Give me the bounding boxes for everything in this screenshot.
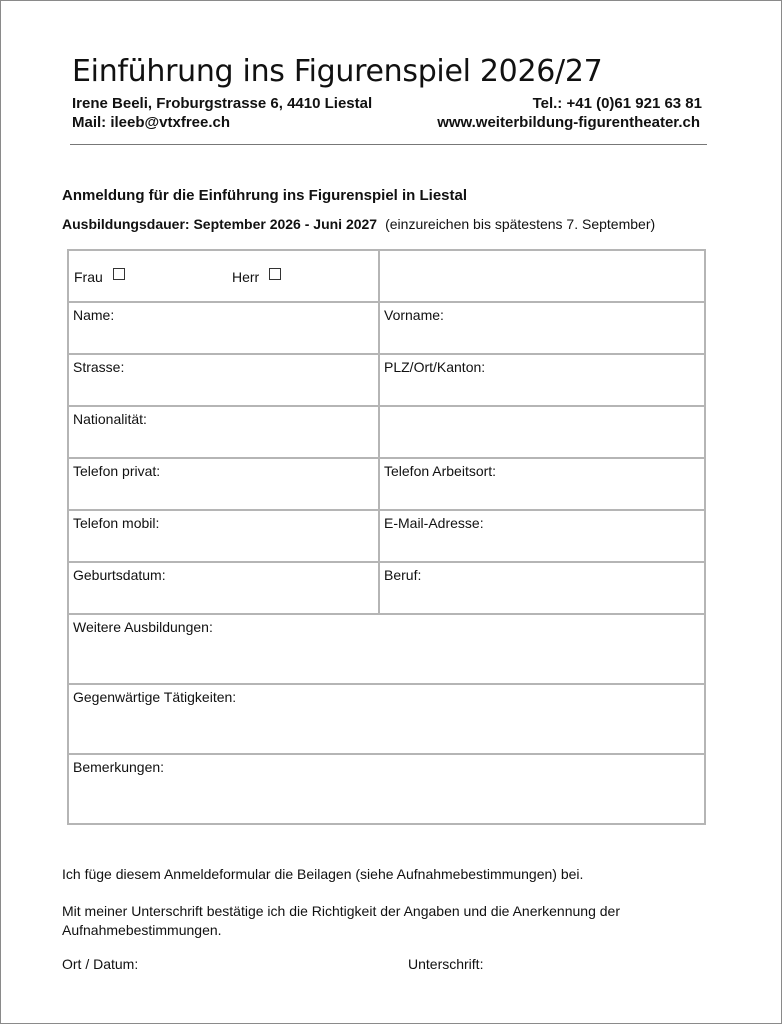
header-divider bbox=[70, 144, 707, 145]
table-row bbox=[68, 458, 705, 510]
telefon-privat-label: Telefon privat: bbox=[73, 463, 161, 479]
bemerkungen-field[interactable] bbox=[68, 754, 705, 824]
name-label: Name: bbox=[73, 307, 115, 323]
gender-option-herr[interactable] bbox=[232, 269, 281, 285]
nationalitaet-field[interactable] bbox=[68, 406, 379, 458]
weitere-ausbildungen-field[interactable] bbox=[68, 614, 705, 684]
table-row bbox=[68, 754, 705, 824]
strasse-label: Strasse: bbox=[73, 359, 125, 375]
name-field[interactable] bbox=[68, 302, 379, 354]
telefon-arbeitsort-label: Telefon Arbeitsort: bbox=[384, 463, 497, 479]
duration-line bbox=[62, 216, 655, 232]
geburtsdatum-field[interactable] bbox=[68, 562, 379, 614]
empty-cell bbox=[379, 406, 705, 458]
gender-cell bbox=[68, 250, 379, 302]
nationalitaet-label: Nationalität: bbox=[73, 411, 147, 427]
duration-label: Ausbildungsdauer: September 2026 - Juni 2027 bbox=[62, 216, 378, 232]
taetigkeiten-label: Gegenwärtige Tätigkeiten: bbox=[73, 689, 237, 705]
herr-label: Herr bbox=[232, 269, 260, 285]
email-label: E-Mail-Adresse: bbox=[384, 515, 484, 531]
vorname-field[interactable] bbox=[379, 302, 705, 354]
table-row bbox=[68, 354, 705, 406]
empty-cell bbox=[379, 250, 705, 302]
table-row bbox=[68, 302, 705, 354]
bemerkungen-label: Bemerkungen: bbox=[73, 759, 165, 775]
form-heading: Anmeldung für die Einführung ins Figurenspiel in Liestal bbox=[62, 187, 468, 204]
email-field[interactable] bbox=[379, 510, 705, 562]
geburtsdatum-label: Geburtsdatum: bbox=[73, 567, 166, 583]
ort-datum-label: Ort / Datum: bbox=[62, 956, 139, 972]
taetigkeiten-field[interactable] bbox=[68, 684, 705, 754]
telefon-mobil-field[interactable] bbox=[68, 510, 379, 562]
vorname-label: Vorname: bbox=[384, 307, 444, 323]
deadline-note: (einzureichen bis spätestens 7. September) bbox=[385, 216, 656, 232]
confirmation-line-2: Aufnahmebestimmungen. bbox=[62, 922, 222, 938]
telefon-mobil-label: Telefon mobil: bbox=[73, 515, 160, 531]
beruf-label: Beruf: bbox=[384, 567, 422, 583]
weitere-ausbildungen-label: Weitere Ausbildungen: bbox=[73, 619, 213, 635]
beilagen-statement: Ich füge diesem Anmeldeformular die Beilagen (siehe Aufnahmebestimmungen) bei. bbox=[62, 866, 584, 882]
confirmation-statement bbox=[62, 902, 620, 940]
confirmation-line-1: Mit meiner Unterschrift bestätige ich die Richtigkeit der Angaben und die Anerkennung der bbox=[62, 903, 620, 919]
table-row bbox=[68, 562, 705, 614]
contact-website: www.weiterbildung-figurentheater.ch bbox=[437, 114, 700, 131]
registration-form-table bbox=[67, 249, 706, 825]
telefon-arbeitsort-field[interactable] bbox=[379, 458, 705, 510]
table-row bbox=[68, 510, 705, 562]
gender-option-frau[interactable] bbox=[74, 269, 125, 285]
table-row bbox=[68, 614, 705, 684]
gender-row bbox=[68, 250, 705, 302]
unterschrift-label: Unterschrift: bbox=[408, 956, 484, 972]
beruf-field[interactable] bbox=[379, 562, 705, 614]
plz-ort-kanton-label: PLZ/Ort/Kanton: bbox=[384, 359, 486, 375]
document-title: Einführung ins Figurenspiel 2026/27 bbox=[72, 54, 603, 89]
frau-label: Frau bbox=[74, 269, 103, 285]
strasse-field[interactable] bbox=[68, 354, 379, 406]
frau-checkbox[interactable] bbox=[113, 268, 125, 280]
contact-mail: Mail: ileeb@vtxfree.ch bbox=[72, 114, 231, 131]
telefon-privat-field[interactable] bbox=[68, 458, 379, 510]
table-row bbox=[68, 684, 705, 754]
herr-checkbox[interactable] bbox=[269, 268, 281, 280]
table-row bbox=[68, 406, 705, 458]
contact-phone: Tel.: +41 (0)61 921 63 81 bbox=[532, 95, 702, 112]
contact-address: Irene Beeli, Froburgstrasse 6, 4410 Liestal bbox=[72, 95, 373, 112]
plz-ort-kanton-field[interactable] bbox=[379, 354, 705, 406]
